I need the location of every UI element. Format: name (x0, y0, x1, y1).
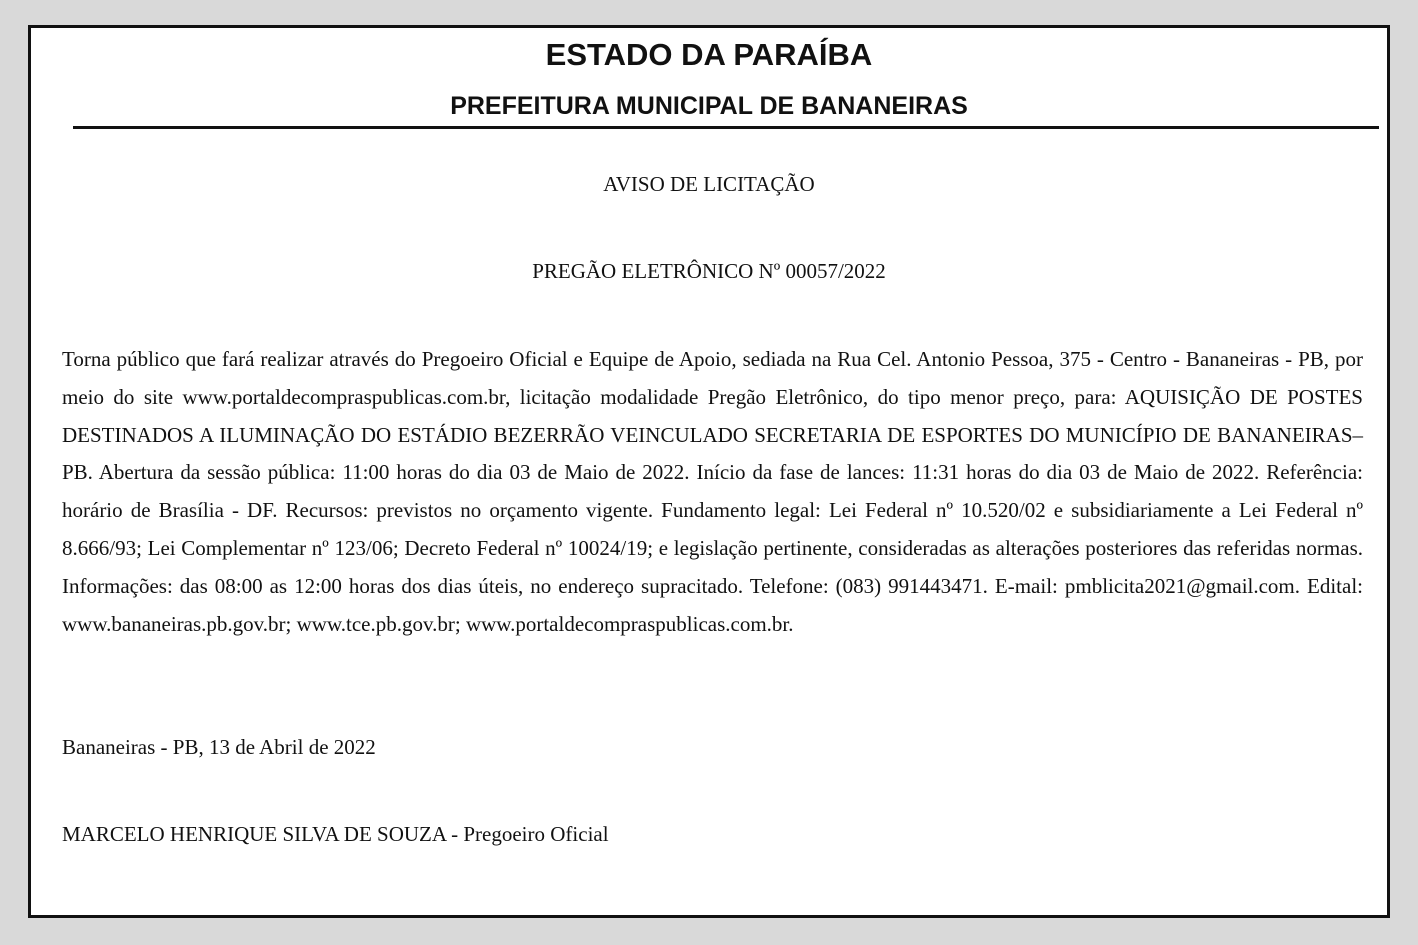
state-heading: ESTADO DA PARAÍBA (545, 37, 873, 72)
municipality-heading: PREFEITURA MUNICIPAL DE BANANEIRAS (450, 92, 968, 120)
header-divider (73, 126, 1379, 129)
notice-signature: MARCELO HENRIQUE SILVA DE SOUZA - Pregoeiro Oficial (62, 822, 609, 846)
notice-body: Torna público que fará realizar através do Pregoeiro Oficial e Equipe de Apoio, sediada na Rua Cel. Antonio Pessoa, 375 - Centro - Bananeiras - PB, por meio do site www.portaldecompraspublicas.com.br, licitação modalidade Pregão Eletrônico, do tipo menor preço, para: AQUISIÇÃO DE POSTES DESTINADOS A ILUMINAÇÃO DO ESTÁDIO BEZERRÃO VEINCULADO SECRETARIA DE ESPORTES DO MUNICÍPIO DE BANANEIRAS–PB. Abertura da sessão pública: 11:00 horas do dia 03 de Maio de 2022. Início da fase de lances: 11:31 horas do dia 03 de Maio de 2022. Referência: horário de Brasília - DF. Recursos: previstos no orçamento vigente. Fundamento legal: Lei Federal nº 10.520/02 e subsidiariamente a Lei Federal nº 8.666/93; Lei Complementar nº 123/06; Decreto Federal nº 10024/19; e legislação pertinente, consideradas as alterações posteriores das referidas normas. Informações: das 08:00 as 12:00 horas dos dias úteis, no endereço supracitado. Telefone: (083) 991443471. E-mail: pmblicita2021@gmail.com. Edital: www.bananeiras.pb.gov.br; www.tce.pb.gov.br; www.portaldecompraspublicas.com.br. (62, 347, 1363, 636)
notice-document (28, 25, 1390, 918)
notice-number: PREGÃO ELETRÔNICO Nº 00057/2022 (532, 259, 886, 283)
notice-date: Bananeiras - PB, 13 de Abril de 2022 (62, 735, 376, 759)
notice-title: AVISO DE LICITAÇÃO (603, 172, 815, 196)
